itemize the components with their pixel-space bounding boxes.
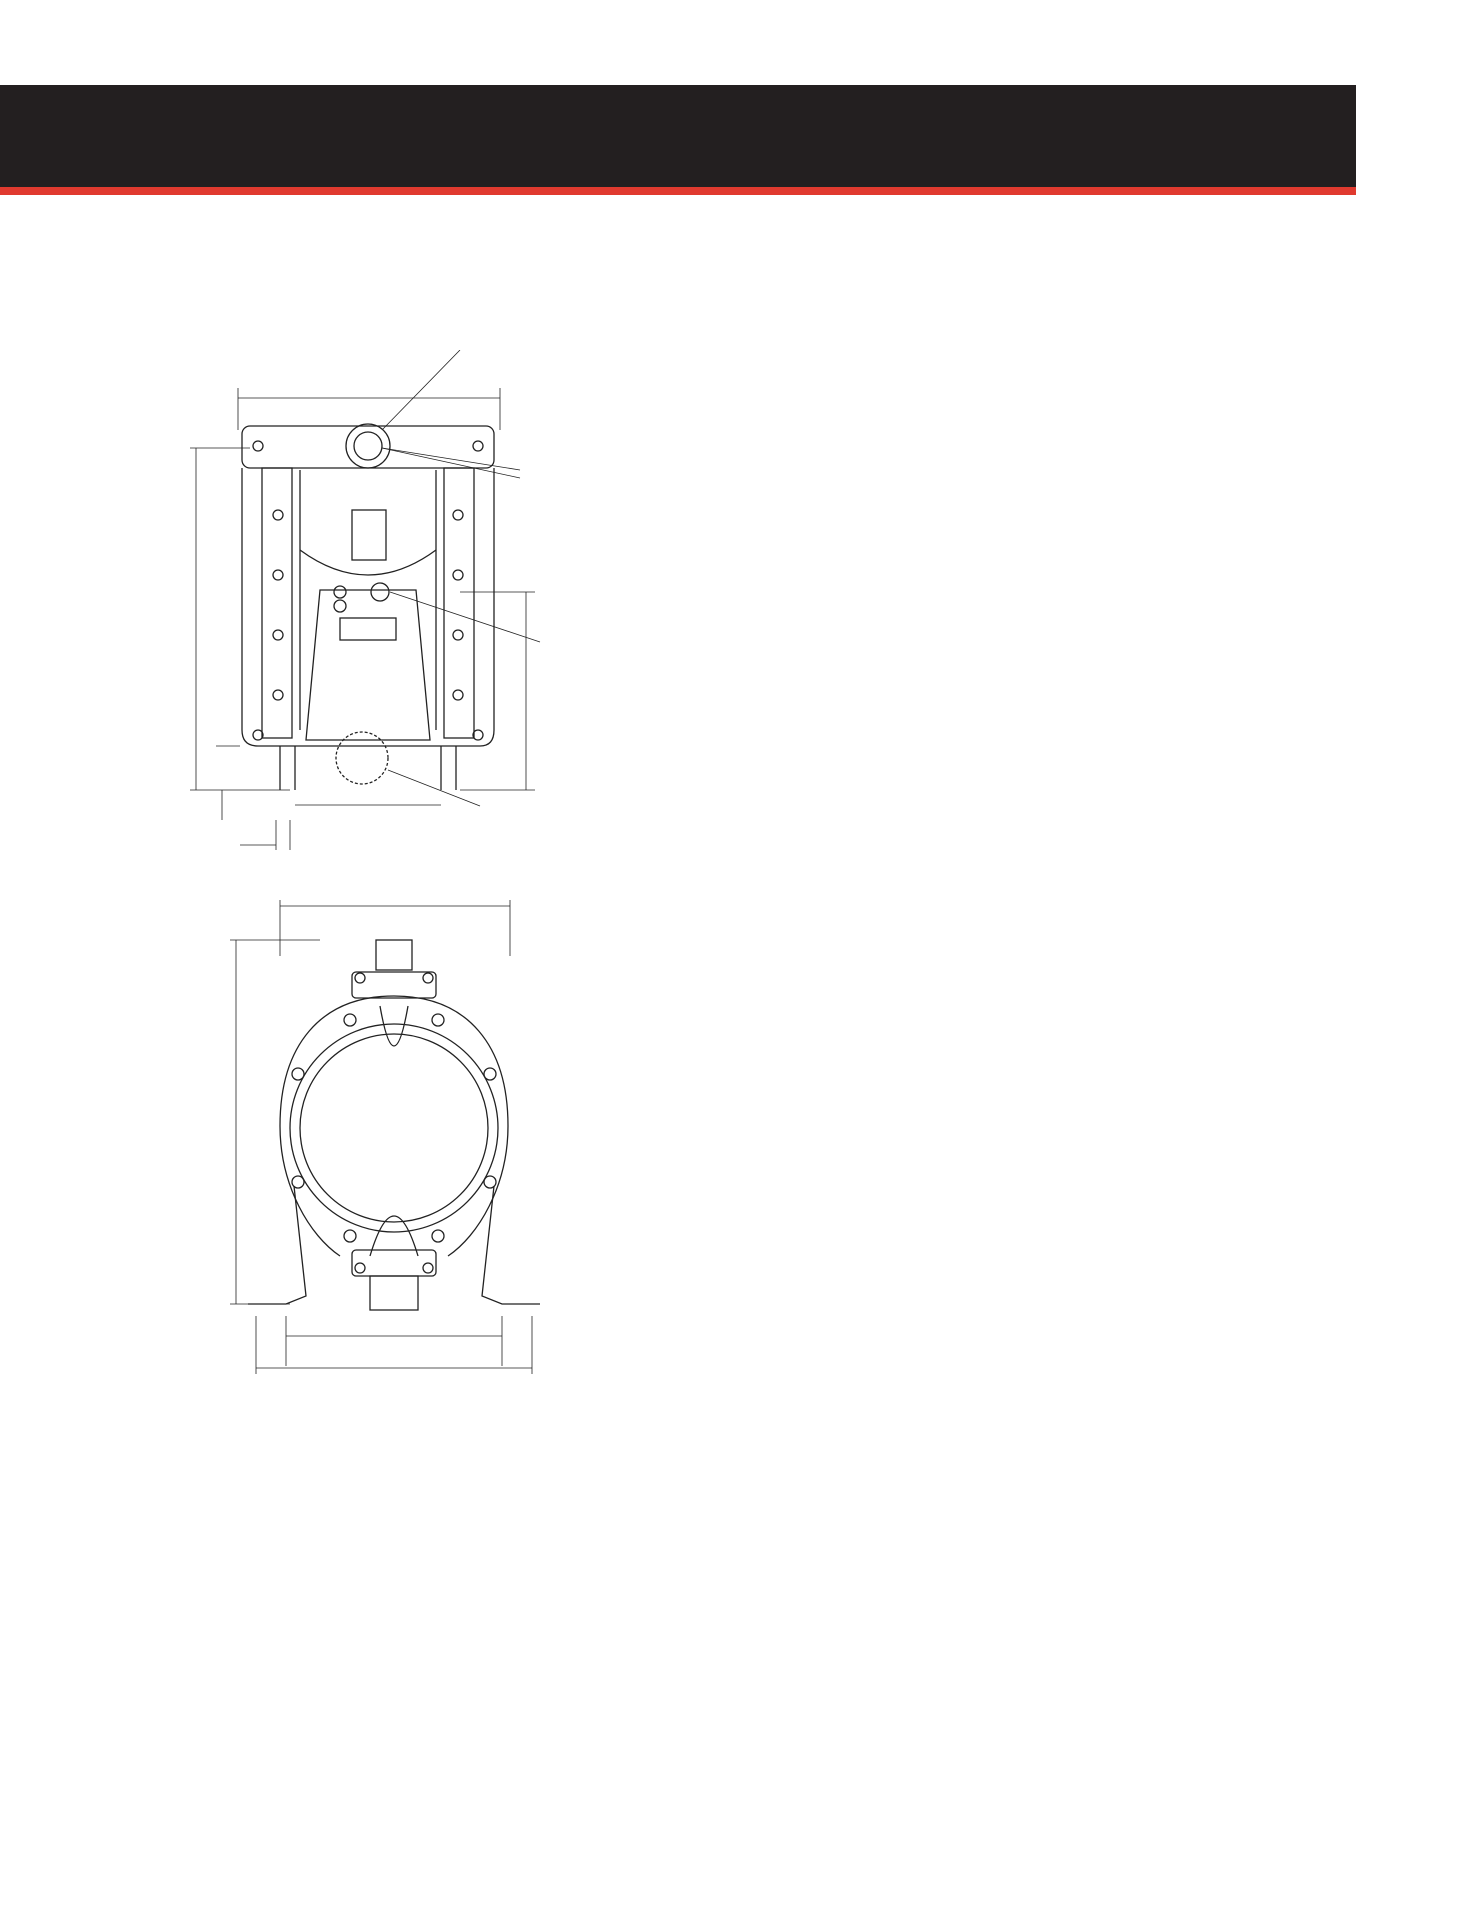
chart-bottom [740, 698, 1280, 1038]
pump-side-drawing [210, 896, 540, 1376]
pump-front-drawing [130, 350, 690, 870]
header-bar [0, 85, 1356, 187]
header-accent [0, 187, 1356, 195]
chart-top [740, 320, 1280, 700]
